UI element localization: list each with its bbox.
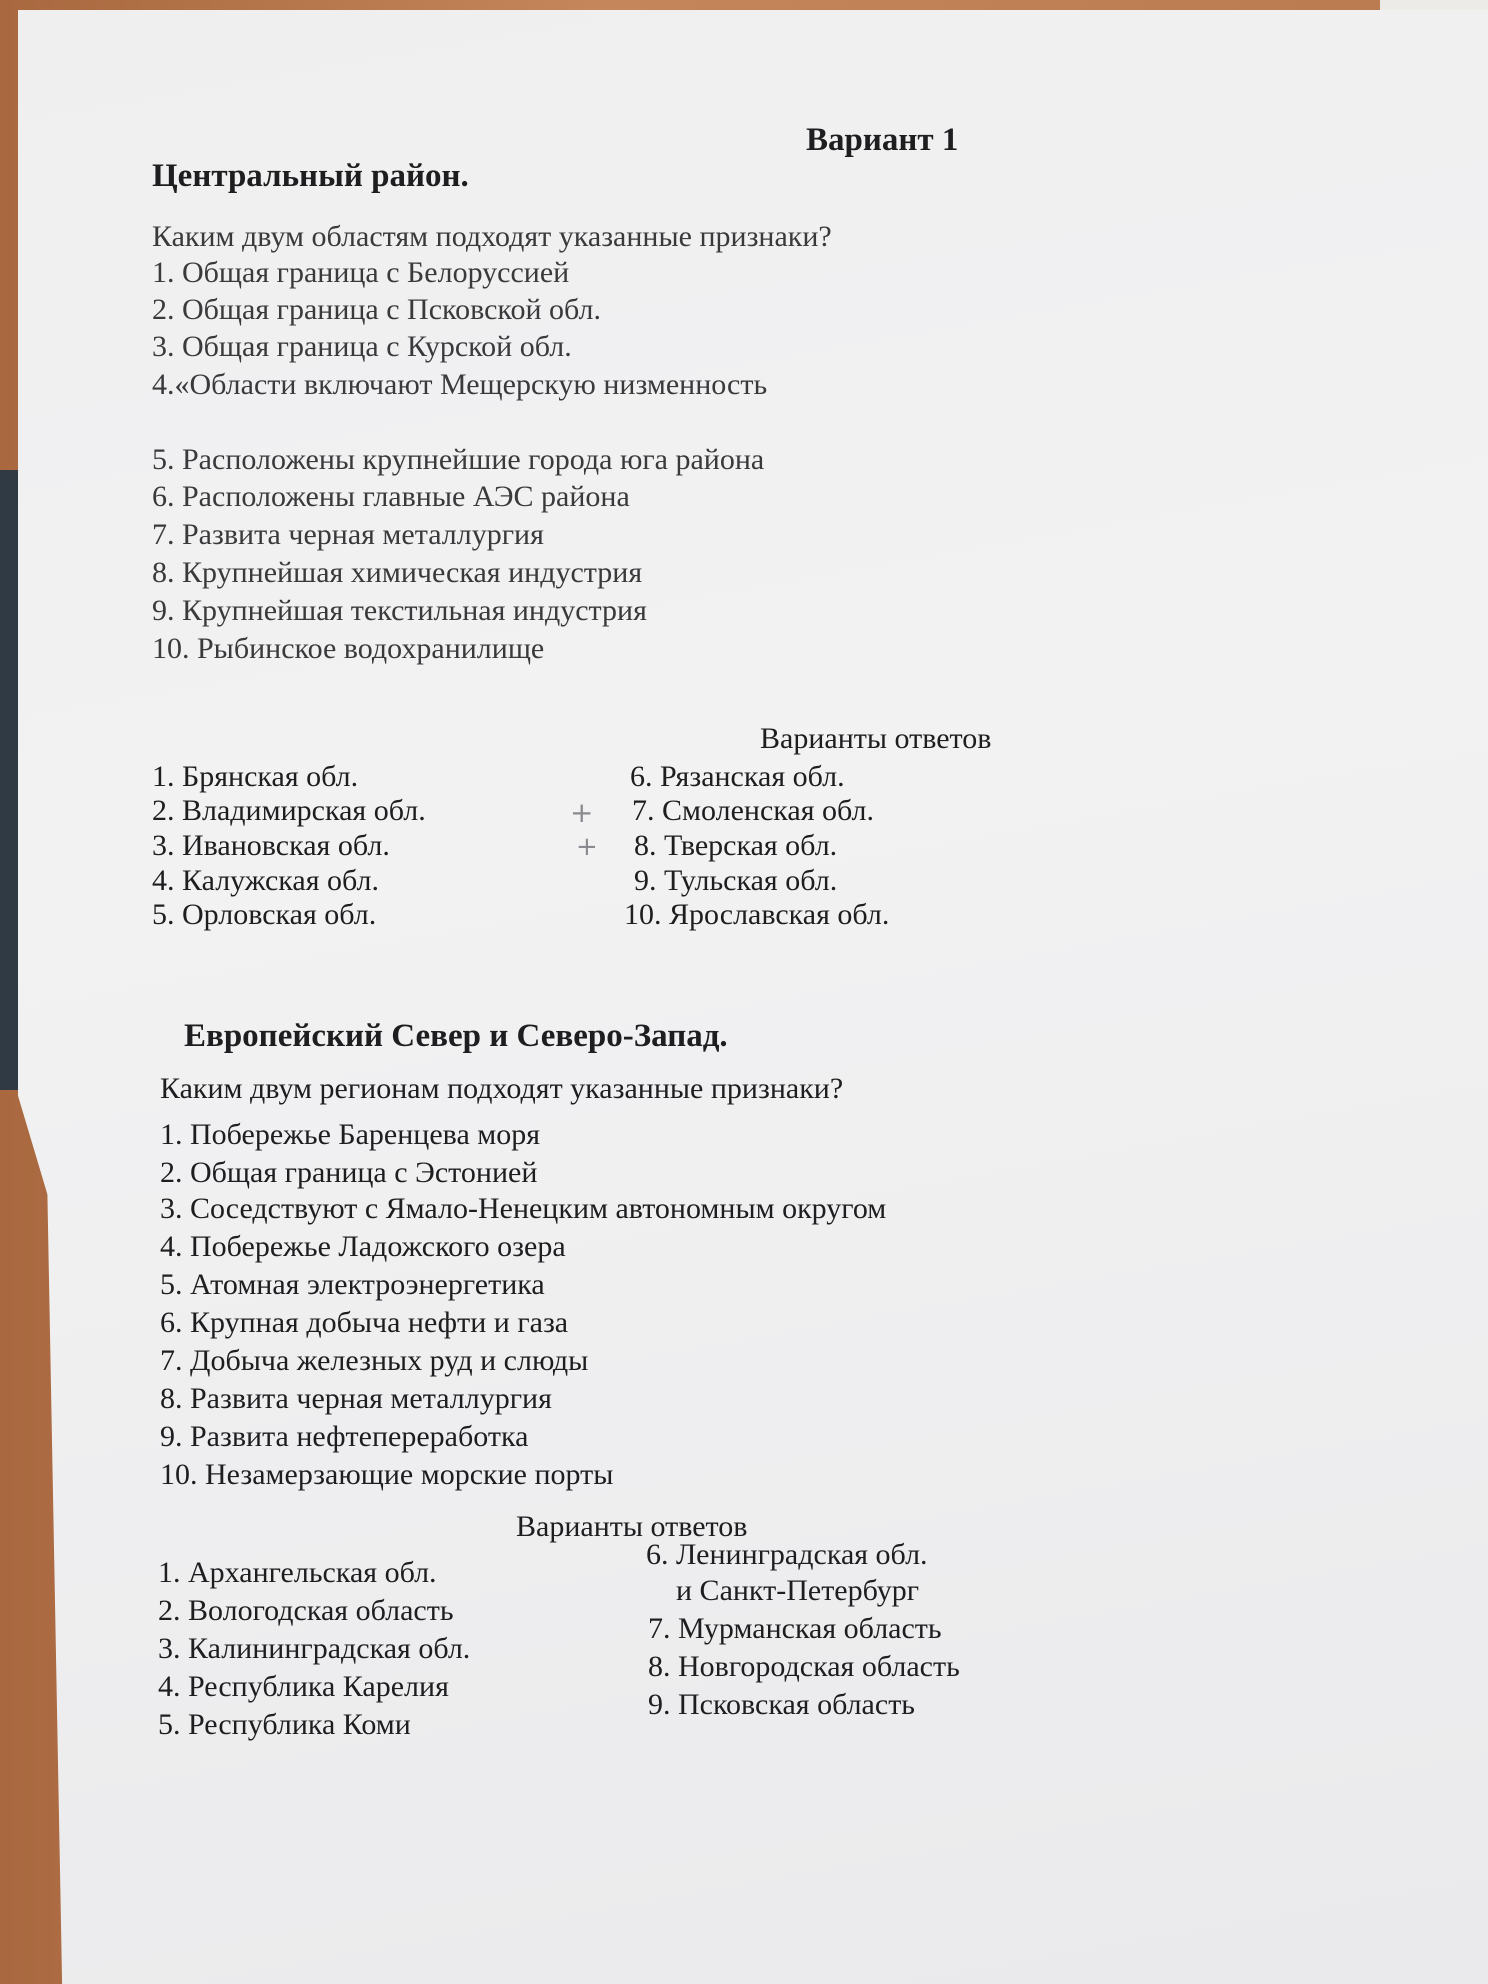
section1-feature: 4.«Области включают Мещерскую низменность: [152, 368, 768, 401]
section2-feature: 2. Общая граница с Эстонией: [160, 1156, 538, 1189]
section1-answer: 8. Тверская обл.: [634, 829, 838, 862]
section1-title: Центральный район.: [152, 158, 469, 194]
section1-answers-title: Варианты ответов: [760, 722, 992, 755]
section2-answer-continuation: и Санкт-Петербург: [676, 1574, 920, 1607]
section2-feature: 10. Незамерзающие морские порты: [160, 1458, 614, 1491]
section2-answer: 7. Мурманская область: [648, 1612, 942, 1645]
section1-answer: 7. Смоленская обл.: [632, 794, 874, 827]
section2-answer: 8. Новгородская область: [648, 1650, 960, 1683]
section1-answer: 1. Брянская обл.: [152, 760, 359, 793]
pencil-mark: +: [576, 832, 598, 862]
section2-answer: 4. Республика Карелия: [158, 1670, 449, 1703]
section2-answer: 3. Калининградская обл.: [158, 1632, 471, 1665]
section1-feature: 5. Расположены крупнейшие города юга района: [152, 443, 765, 476]
pencil-mark: +: [570, 796, 594, 829]
section1-feature: 10. Рыбинское водохранилище: [152, 632, 545, 665]
section2-answer: 6. Ленинградская обл.: [646, 1538, 928, 1571]
section2-feature: 5. Атомная электроэнергетика: [160, 1268, 545, 1301]
section2-feature: 1. Побережье Баренцева моря: [160, 1118, 541, 1151]
variant-title: Вариант 1: [806, 122, 959, 158]
section1-answer: 3. Ивановская обл.: [152, 829, 390, 862]
section1-feature: 8. Крупнейшая химическая индустрия: [152, 556, 643, 589]
section1-feature: 3. Общая граница с Курской обл.: [152, 330, 572, 363]
section2-answers-title: Варианты ответов: [516, 1510, 748, 1543]
section2-question: Каким двум регионам подходят указанные признаки?: [160, 1072, 844, 1105]
section2-answer: 5. Республика Коми: [158, 1708, 411, 1741]
section1-feature: 1. Общая граница с Белоруссией: [152, 256, 570, 289]
section1-question: Каким двум областям подходят указанные признаки?: [152, 220, 832, 253]
section2-feature: 7. Добыча железных руд и слюды: [160, 1344, 589, 1377]
section2-feature: 8. Развита черная металлургия: [160, 1382, 552, 1415]
section2-answer: 1. Архангельская обл.: [158, 1556, 437, 1589]
section2-feature: 3. Соседствуют с Ямало-Ненецким автономным округом: [160, 1192, 887, 1225]
section2-feature: 4. Побережье Ладожского озера: [160, 1230, 566, 1263]
section1-answer: 4. Калужская обл.: [152, 864, 379, 897]
section2-feature: 9. Развита нефтепереработка: [160, 1420, 529, 1453]
section1-answer: 2. Владимирская обл.: [152, 794, 426, 827]
section2-answer: 9. Псковская область: [648, 1688, 915, 1721]
section2-answer: 2. Вологодская область: [158, 1594, 454, 1627]
section1-answer: 5. Орловская обл.: [152, 898, 377, 931]
section1-answer: 9. Тульская обл.: [634, 864, 838, 897]
section1-answer: 10. Ярославская обл.: [624, 898, 890, 931]
section1-feature: 9. Крупнейшая текстильная индустрия: [152, 594, 647, 627]
section1-feature: 2. Общая граница с Псковской обл.: [152, 293, 601, 326]
section1-feature: 7. Развита черная металлургия: [152, 518, 544, 551]
section1-answer: 6. Рязанская обл.: [630, 760, 845, 793]
section1-feature: 6. Расположены главные АЭС района: [152, 480, 630, 513]
section2-title: Европейский Север и Северо-Запад.: [184, 1018, 728, 1054]
section2-feature: 6. Крупная добыча нефти и газа: [160, 1306, 569, 1339]
